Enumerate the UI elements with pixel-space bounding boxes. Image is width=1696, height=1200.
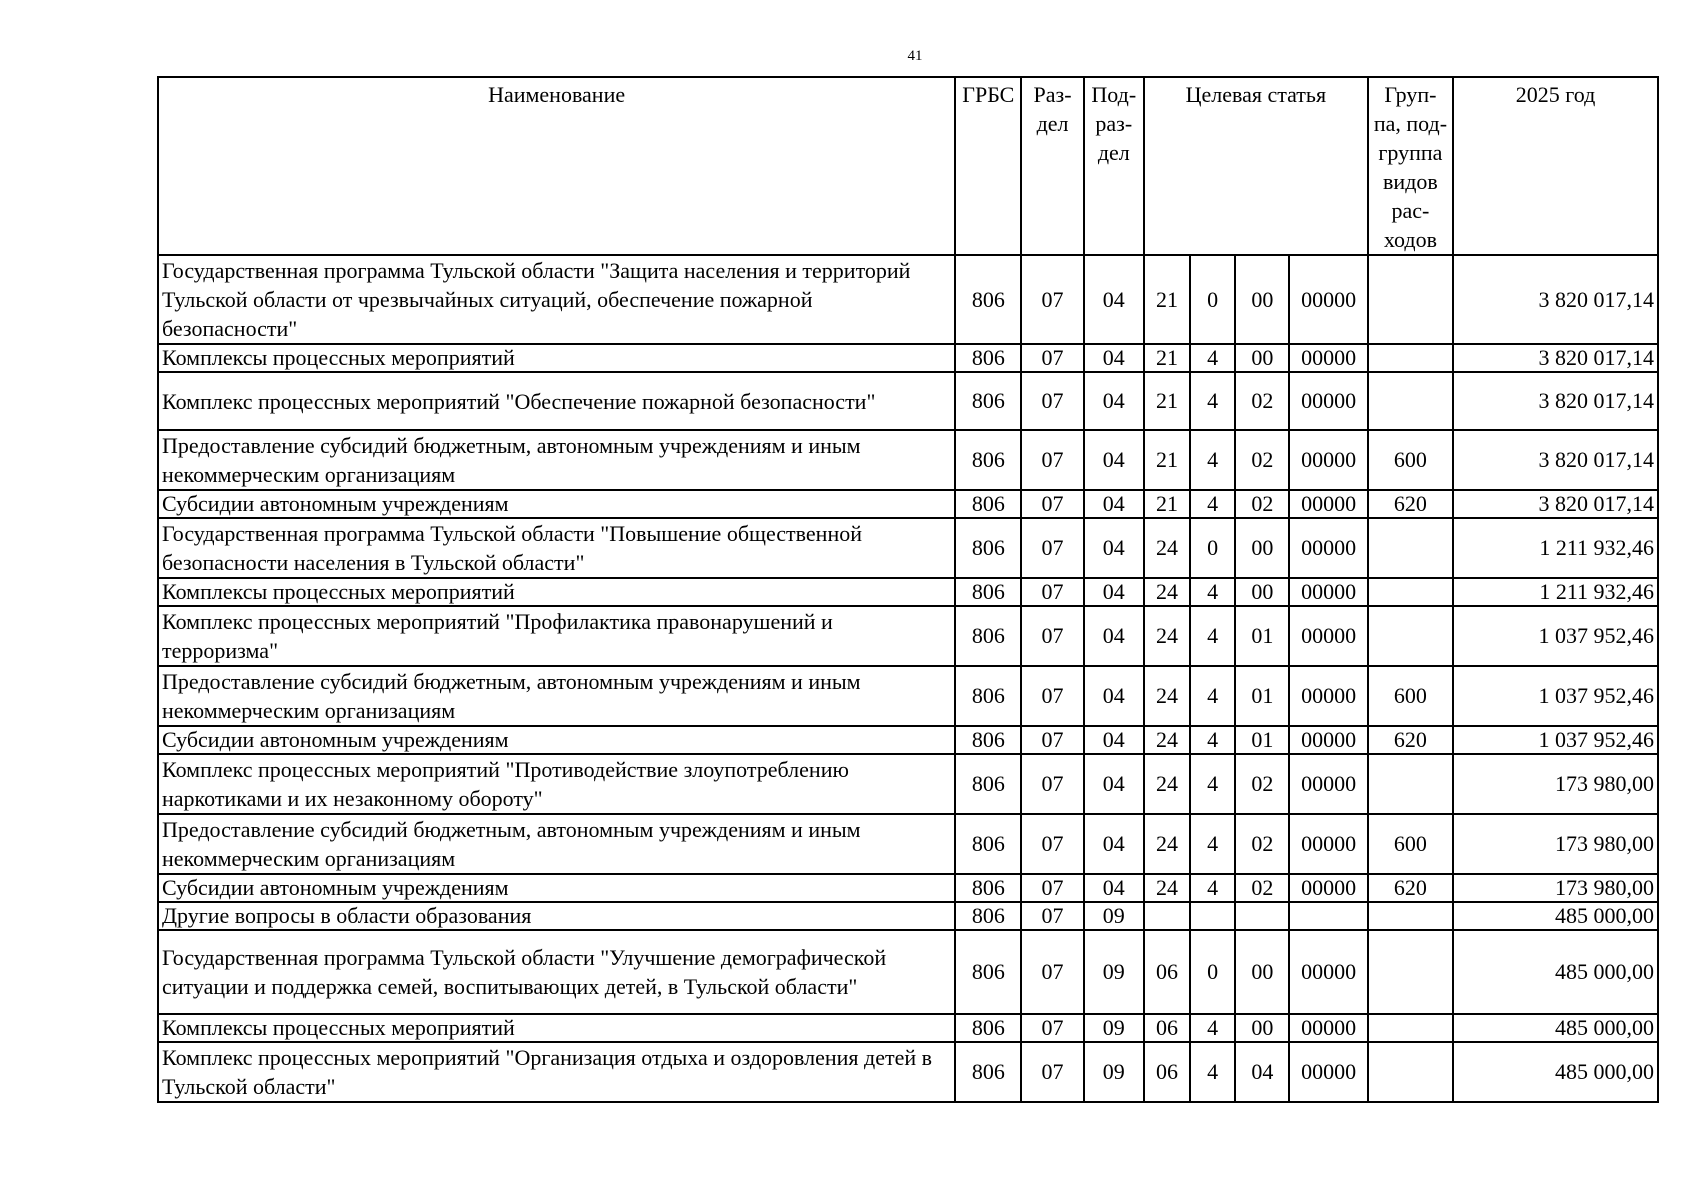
- row-razdel: 07: [1021, 726, 1083, 754]
- row-name: Предоставление субсидий бюджетным, автономным учреждениям и иным некоммерческим организациям: [158, 430, 955, 490]
- row-grbs: 806: [955, 930, 1021, 1014]
- row-target-direction: 00000: [1289, 490, 1367, 518]
- row-expense-group: 620: [1368, 874, 1453, 902]
- row-razdel: 07: [1021, 930, 1083, 1014]
- header-grbs: ГРБС: [955, 77, 1021, 255]
- row-target-direction: 00000: [1289, 874, 1367, 902]
- table-row: [158, 490, 1658, 518]
- row-target-type: 0: [1190, 255, 1235, 344]
- row-razdel: 07: [1021, 372, 1083, 430]
- row-target-program: 21: [1144, 490, 1190, 518]
- row-name: Предоставление субсидий бюджетным, автономным учреждениям и иным некоммерческим организациям: [158, 666, 955, 726]
- row-amount: 485 000,00: [1453, 902, 1658, 930]
- row-expense-group: [1368, 255, 1453, 344]
- row-grbs: 806: [955, 255, 1021, 344]
- row-razdel: 07: [1021, 490, 1083, 518]
- page-number: 41: [907, 48, 923, 64]
- row-grbs: 806: [955, 814, 1021, 874]
- row-target-type: 4: [1190, 490, 1235, 518]
- row-target-direction: [1289, 902, 1367, 930]
- row-expense-group: [1368, 578, 1453, 606]
- row-target-type: 4: [1190, 874, 1235, 902]
- row-target-group: 01: [1235, 726, 1289, 754]
- row-target-direction: 00000: [1289, 430, 1367, 490]
- row-grbs: 806: [955, 726, 1021, 754]
- row-podrazdel: 09: [1084, 1014, 1144, 1042]
- row-target-program: 06: [1144, 930, 1190, 1014]
- row-name: Государственная программа Тульской области "Повышение общественной безопасности населения в Тульской области": [158, 518, 955, 578]
- row-grbs: 806: [955, 754, 1021, 814]
- row-target-program: 21: [1144, 344, 1190, 372]
- row-razdel: 07: [1021, 430, 1083, 490]
- row-razdel: 07: [1021, 1014, 1083, 1042]
- row-grbs: 806: [955, 372, 1021, 430]
- row-podrazdel: 04: [1084, 754, 1144, 814]
- row-podrazdel: 04: [1084, 874, 1144, 902]
- header-name: Наименование: [158, 77, 955, 255]
- row-target-type: 4: [1190, 430, 1235, 490]
- row-amount: 485 000,00: [1453, 930, 1658, 1014]
- row-target-type: 4: [1190, 814, 1235, 874]
- row-target-program: 24: [1144, 754, 1190, 814]
- row-amount: 1 211 932,46: [1453, 518, 1658, 578]
- row-razdel: 07: [1021, 344, 1083, 372]
- row-name: Комплекс процессных мероприятий "Профилактика правонарушений и терроризма": [158, 606, 955, 666]
- table-row: [158, 606, 1658, 666]
- row-amount: 3 820 017,14: [1453, 372, 1658, 430]
- row-amount: 1 037 952,46: [1453, 726, 1658, 754]
- row-amount: 485 000,00: [1453, 1042, 1658, 1102]
- row-amount: 3 820 017,14: [1453, 344, 1658, 372]
- row-target-program: 06: [1144, 1014, 1190, 1042]
- row-expense-group: 620: [1368, 490, 1453, 518]
- row-name: Комплексы процессных мероприятий: [158, 578, 955, 606]
- table-row: [158, 814, 1658, 874]
- header-razdel: Раз- дел: [1021, 77, 1083, 255]
- row-expense-group: [1368, 930, 1453, 1014]
- row-target-program: 06: [1144, 1042, 1190, 1102]
- row-target-program: 24: [1144, 666, 1190, 726]
- table-body: [158, 255, 1658, 1102]
- row-amount: 173 980,00: [1453, 754, 1658, 814]
- row-target-group: 02: [1235, 814, 1289, 874]
- row-name: Субсидии автономным учреждениям: [158, 726, 955, 754]
- row-grbs: 806: [955, 1014, 1021, 1042]
- row-podrazdel: 09: [1084, 902, 1144, 930]
- row-podrazdel: 04: [1084, 578, 1144, 606]
- row-target-type: 4: [1190, 1042, 1235, 1102]
- row-target-direction: 00000: [1289, 814, 1367, 874]
- row-amount: 485 000,00: [1453, 1014, 1658, 1042]
- row-target-program: 21: [1144, 255, 1190, 344]
- row-expense-group: [1368, 372, 1453, 430]
- row-grbs: 806: [955, 666, 1021, 726]
- row-amount: 3 820 017,14: [1453, 255, 1658, 344]
- row-podrazdel: 04: [1084, 666, 1144, 726]
- row-expense-group: [1368, 1042, 1453, 1102]
- table-row: [158, 578, 1658, 606]
- row-target-direction: 00000: [1289, 344, 1367, 372]
- budget-table: [157, 76, 1659, 1103]
- row-amount: 1 037 952,46: [1453, 606, 1658, 666]
- row-target-group: 00: [1235, 255, 1289, 344]
- row-podrazdel: 04: [1084, 814, 1144, 874]
- row-expense-group: [1368, 344, 1453, 372]
- row-target-direction: 00000: [1289, 578, 1367, 606]
- row-target-program: 24: [1144, 518, 1190, 578]
- row-razdel: 07: [1021, 754, 1083, 814]
- row-target-group: 02: [1235, 754, 1289, 814]
- row-target-direction: 00000: [1289, 754, 1367, 814]
- row-grbs: 806: [955, 1042, 1021, 1102]
- header-target: Целевая статья: [1144, 77, 1368, 255]
- row-target-type: 4: [1190, 372, 1235, 430]
- row-razdel: 07: [1021, 874, 1083, 902]
- row-grbs: 806: [955, 490, 1021, 518]
- row-target-program: 24: [1144, 578, 1190, 606]
- header-podrazdel: Под- раз- дел: [1084, 77, 1144, 255]
- row-razdel: 07: [1021, 666, 1083, 726]
- row-target-group: 02: [1235, 874, 1289, 902]
- row-amount: 173 980,00: [1453, 814, 1658, 874]
- row-target-direction: 00000: [1289, 518, 1367, 578]
- row-target-program: 24: [1144, 606, 1190, 666]
- row-target-program: 21: [1144, 430, 1190, 490]
- row-target-direction: 00000: [1289, 372, 1367, 430]
- row-target-direction: 00000: [1289, 606, 1367, 666]
- row-podrazdel: 04: [1084, 606, 1144, 666]
- row-podrazdel: 04: [1084, 430, 1144, 490]
- table-row: [158, 1042, 1658, 1102]
- row-expense-group: 620: [1368, 726, 1453, 754]
- row-target-group: 01: [1235, 666, 1289, 726]
- table-row: [158, 930, 1658, 1014]
- row-razdel: 07: [1021, 1042, 1083, 1102]
- row-podrazdel: 04: [1084, 344, 1144, 372]
- row-target-type: 0: [1190, 930, 1235, 1014]
- row-razdel: 07: [1021, 518, 1083, 578]
- row-name: Комплекс процессных мероприятий "Организация отдыха и оздоровления детей в Тульской области": [158, 1042, 955, 1102]
- table-row: [158, 372, 1658, 430]
- row-target-program: 24: [1144, 874, 1190, 902]
- row-podrazdel: 09: [1084, 1042, 1144, 1102]
- row-amount: 3 820 017,14: [1453, 490, 1658, 518]
- row-target-program: [1144, 902, 1190, 930]
- row-razdel: 07: [1021, 902, 1083, 930]
- row-grbs: 806: [955, 518, 1021, 578]
- row-name: Комплексы процессных мероприятий: [158, 344, 955, 372]
- row-grbs: 806: [955, 874, 1021, 902]
- row-name: Государственная программа Тульской области "Улучшение демографической ситуации и поддержка семей, воспитывающих детей, в Тульской области": [158, 930, 955, 1014]
- row-target-program: 21: [1144, 372, 1190, 430]
- table-row: [158, 430, 1658, 490]
- row-razdel: 07: [1021, 578, 1083, 606]
- row-name: Комплексы процессных мероприятий: [158, 1014, 955, 1042]
- table-row: [158, 726, 1658, 754]
- row-podrazdel: 04: [1084, 490, 1144, 518]
- row-target-type: 4: [1190, 754, 1235, 814]
- header-group: Груп- па, под- группа видов рас- ходов: [1368, 77, 1453, 255]
- row-name: Субсидии автономным учреждениям: [158, 874, 955, 902]
- row-name: Комплекс процессных мероприятий "Противодействие злоупотреблению наркотиками и их незаконному обороту": [158, 754, 955, 814]
- header-year: 2025 год: [1453, 77, 1658, 255]
- row-target-group: 00: [1235, 930, 1289, 1014]
- row-target-group: 02: [1235, 490, 1289, 518]
- row-target-type: 4: [1190, 726, 1235, 754]
- row-target-group: 00: [1235, 518, 1289, 578]
- table-row: [158, 1014, 1658, 1042]
- row-razdel: 07: [1021, 814, 1083, 874]
- row-expense-group: [1368, 754, 1453, 814]
- row-target-group: 02: [1235, 430, 1289, 490]
- row-target-group: 00: [1235, 344, 1289, 372]
- row-target-direction: 00000: [1289, 1042, 1367, 1102]
- row-razdel: 07: [1021, 606, 1083, 666]
- row-podrazdel: 09: [1084, 930, 1144, 1014]
- row-target-type: 4: [1190, 606, 1235, 666]
- row-podrazdel: 04: [1084, 726, 1144, 754]
- row-target-program: 24: [1144, 814, 1190, 874]
- row-expense-group: 600: [1368, 430, 1453, 490]
- row-target-direction: 00000: [1289, 726, 1367, 754]
- table-row: [158, 344, 1658, 372]
- row-grbs: 806: [955, 902, 1021, 930]
- row-expense-group: [1368, 518, 1453, 578]
- row-target-direction: 00000: [1289, 255, 1367, 344]
- row-expense-group: [1368, 1014, 1453, 1042]
- row-target-direction: 00000: [1289, 1014, 1367, 1042]
- row-podrazdel: 04: [1084, 518, 1144, 578]
- row-expense-group: 600: [1368, 814, 1453, 874]
- row-target-group: 00: [1235, 1014, 1289, 1042]
- row-expense-group: [1368, 902, 1453, 930]
- row-name: Государственная программа Тульской области "Защита населения и территорий Тульской области от чрезвычайных ситуаций, обеспечение пожарной безопасности": [158, 255, 955, 344]
- row-name: Комплекс процессных мероприятий "Обеспечение пожарной безопасности": [158, 372, 955, 430]
- row-target-group: 04: [1235, 1042, 1289, 1102]
- row-grbs: 806: [955, 430, 1021, 490]
- row-target-group: 02: [1235, 372, 1289, 430]
- row-expense-group: 600: [1368, 666, 1453, 726]
- row-target-type: 4: [1190, 578, 1235, 606]
- row-amount: 173 980,00: [1453, 874, 1658, 902]
- row-target-group: 00: [1235, 578, 1289, 606]
- row-target-group: 01: [1235, 606, 1289, 666]
- row-grbs: 806: [955, 344, 1021, 372]
- row-target-program: 24: [1144, 726, 1190, 754]
- row-target-direction: 00000: [1289, 930, 1367, 1014]
- row-podrazdel: 04: [1084, 372, 1144, 430]
- row-target-group: [1235, 902, 1289, 930]
- row-razdel: 07: [1021, 255, 1083, 344]
- row-amount: 3 820 017,14: [1453, 430, 1658, 490]
- row-grbs: 806: [955, 606, 1021, 666]
- row-target-type: 4: [1190, 1014, 1235, 1042]
- row-name: Предоставление субсидий бюджетным, автономным учреждениям и иным некоммерческим организациям: [158, 814, 955, 874]
- row-podrazdel: 04: [1084, 255, 1144, 344]
- row-amount: 1 037 952,46: [1453, 666, 1658, 726]
- row-target-type: [1190, 902, 1235, 930]
- row-name: Другие вопросы в области образования: [158, 902, 955, 930]
- table-row: [158, 255, 1658, 344]
- row-target-type: 4: [1190, 344, 1235, 372]
- row-expense-group: [1368, 606, 1453, 666]
- row-amount: 1 211 932,46: [1453, 578, 1658, 606]
- table-row: [158, 666, 1658, 726]
- table-row: [158, 518, 1658, 578]
- row-target-direction: 00000: [1289, 666, 1367, 726]
- table-row: [158, 754, 1658, 814]
- table-header-row: [158, 77, 1658, 255]
- row-target-type: 4: [1190, 666, 1235, 726]
- table-row: [158, 874, 1658, 902]
- row-name: Субсидии автономным учреждениям: [158, 490, 955, 518]
- row-grbs: 806: [955, 578, 1021, 606]
- table-row: [158, 902, 1658, 930]
- row-target-type: 0: [1190, 518, 1235, 578]
